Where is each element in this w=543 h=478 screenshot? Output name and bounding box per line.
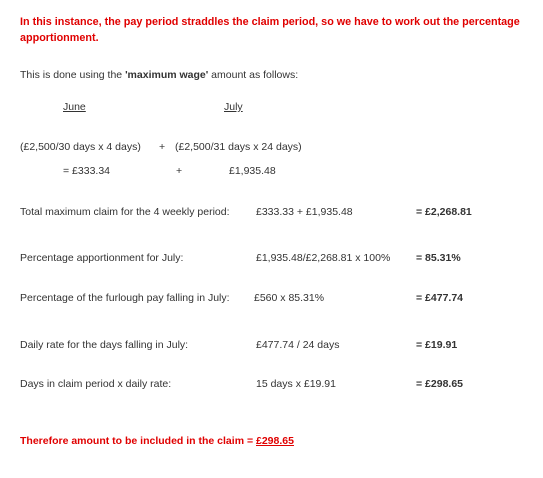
formula-plus-2: + <box>176 165 183 177</box>
formula-june: (£2,500/30 days x 4 days) <box>20 141 141 153</box>
row-label: Days in claim period x daily rate: <box>20 378 172 390</box>
method-text <box>20 69 298 82</box>
formula-plus: + <box>159 141 166 153</box>
row-calc: £333.33 + £1,935.48 <box>256 206 353 218</box>
row-result: = £477.74 <box>416 292 464 304</box>
method-suffix: amount as follows: <box>208 69 299 81</box>
formula-july-result: £1,935.48 <box>229 165 276 177</box>
row-label: Percentage apportionment for July: <box>20 252 184 264</box>
row-label: Daily rate for the days falling in July: <box>20 339 189 351</box>
row-result: = £298.65 <box>416 378 464 390</box>
conclusion-text: Therefore amount to be included in the claim = <box>20 435 256 447</box>
row-calc: 15 days x £19.91 <box>256 378 336 390</box>
row-label: Total maximum claim for the 4 weekly period: <box>20 206 230 218</box>
month-june: June <box>63 101 86 113</box>
conclusion-amount: £298.65 <box>256 435 294 447</box>
row-result: = £2,268.81 <box>416 206 472 218</box>
conclusion <box>20 435 294 448</box>
row-label: Percentage of the furlough pay falling in July: <box>20 292 230 304</box>
intro-text: In this instance, the pay period straddles the claim period, so we have to work out the percentage apportionment. <box>20 16 520 44</box>
row-calc: £477.74 / 24 days <box>256 339 340 351</box>
method-prefix: This is done using the <box>20 69 126 81</box>
formula-july: (£2,500/31 days x 24 days) <box>175 141 302 153</box>
month-july: July <box>224 101 243 113</box>
method-highlight: 'maximum wage' <box>125 69 209 81</box>
row-result: = £19.91 <box>416 339 458 351</box>
row-result: = 85.31% <box>416 252 461 264</box>
formula-june-result: = £333.34 <box>63 165 111 177</box>
row-calc: £1,935.48/£2,268.81 x 100% <box>256 252 391 264</box>
row-calc: £560 x 85.31% <box>254 292 325 304</box>
